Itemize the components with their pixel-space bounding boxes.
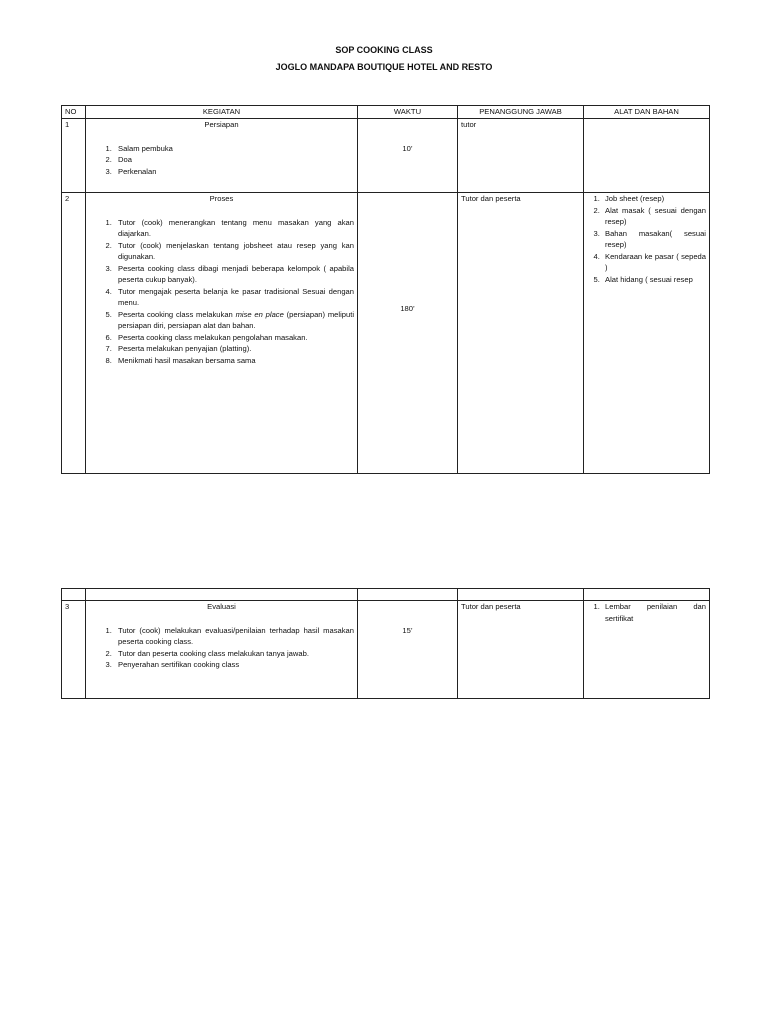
- list-item: 3. Bahan masakan( sesuai resep): [602, 228, 706, 251]
- list-item: [114, 309, 354, 332]
- steps-list: [89, 625, 354, 671]
- list-item: 8. Menikmati hasil masakan bersama sama: [114, 355, 354, 367]
- penanggung-jawab-cell: Tutor dan peserta: [458, 601, 584, 699]
- list-item: 1. Job sheet (resep): [602, 193, 706, 205]
- list-item: 1. Tutor (cook) melakukan evaluasi/penilaian terhadap hasil masakan peserta cooking class.: [114, 625, 354, 648]
- list-item: 1. Lembar penilaian dan sertifikat: [602, 601, 706, 624]
- alat-bahan-cell: [584, 119, 710, 193]
- table-row: [62, 601, 710, 699]
- list-item: 2. Alat masak ( sesuai dengan resep): [602, 205, 706, 228]
- list-item: 3. Perkenalan: [114, 166, 354, 178]
- kegiatan-cell: [86, 193, 358, 474]
- sop-table-page-1: [61, 105, 710, 474]
- list-item: 1. Tutor (cook) menerangkan tentang menu masakan yang akan diajarkan.: [114, 217, 354, 240]
- list-item: 7. Peserta melakukan penyajian (platting).: [114, 343, 354, 355]
- alat-bahan-cell: [584, 193, 710, 474]
- kegiatan-title: Evaluasi: [207, 602, 236, 611]
- penanggung-jawab-cell: Tutor dan peserta: [458, 193, 584, 474]
- steps-list: [89, 143, 354, 178]
- header-waktu: WAKTU: [358, 106, 458, 119]
- kegiatan-title: Persiapan: [204, 120, 239, 129]
- table-row: [62, 119, 710, 193]
- table-header-row: [62, 106, 710, 119]
- row-number: 1: [62, 119, 86, 193]
- empty-cell: [86, 589, 358, 601]
- empty-cell: [358, 589, 458, 601]
- row-number: 2: [62, 193, 86, 474]
- empty-header-row: [62, 589, 710, 601]
- penanggung-jawab-cell: tutor: [458, 119, 584, 193]
- document-title: SOP COOKING CLASS: [335, 45, 433, 55]
- step-text: Peserta cooking class melakukan: [118, 309, 236, 319]
- table-row: [62, 193, 710, 474]
- alat-list: [587, 193, 706, 285]
- waktu-cell: [358, 119, 458, 193]
- step-text: (persiapan) meliputi persiapan diri, persiapan alat dan bahan.: [118, 309, 355, 330]
- list-item: 5. Alat hidang ( sesuai resep: [602, 274, 706, 286]
- waktu-value: 10’: [402, 144, 413, 153]
- header-no: NO: [62, 106, 86, 119]
- steps-list: [89, 217, 354, 367]
- list-item: 4. Tutor mengajak peserta belanja ke pasar tradisional Sesuai dengan menu.: [114, 286, 354, 309]
- empty-cell: [584, 589, 710, 601]
- waktu-value: 180’: [400, 304, 415, 313]
- alat-list: [587, 601, 706, 624]
- kegiatan-title: Proses: [209, 194, 234, 203]
- header-alat-dan-bahan: ALAT DAN BAHAN: [584, 106, 710, 119]
- header-kegiatan: KEGIATAN: [86, 106, 358, 119]
- waktu-cell: [358, 601, 458, 699]
- row-number: 3: [62, 601, 86, 699]
- kegiatan-cell: [86, 601, 358, 699]
- step-italic-text: mise en place: [235, 309, 284, 319]
- header-penanggung-jawab: PENANGGUNG JAWAB: [458, 106, 584, 119]
- list-item: 3. Peserta cooking class dibagi menjadi beberapa kelompok ( apabila peserta cukup banyak).: [114, 263, 354, 286]
- list-item: 3. Penyerahan sertifikan cooking class: [114, 659, 354, 671]
- sop-table-page-2: [61, 588, 710, 699]
- document-subtitle: JOGLO MANDAPA BOUTIQUE HOTEL AND RESTO: [275, 62, 493, 72]
- list-item: 2. Doa: [114, 154, 354, 166]
- waktu-value: 15’: [402, 626, 413, 635]
- list-item: 4. Kendaraan ke pasar ( sepeda ): [602, 251, 706, 274]
- alat-bahan-cell: [584, 601, 710, 699]
- list-item: 2. Tutor dan peserta cooking class melakukan tanya jawab.: [114, 648, 354, 660]
- empty-cell: [458, 589, 584, 601]
- empty-cell: [62, 589, 86, 601]
- waktu-cell: [358, 193, 458, 474]
- list-item: 6. Peserta cooking class melakukan pengolahan masakan.: [114, 332, 354, 344]
- list-item: 2. Tutor (cook) menjelaskan tentang jobsheet atau resep yang kan digunakan.: [114, 240, 354, 263]
- kegiatan-cell: [86, 119, 358, 193]
- list-item: 1. Salam pembuka: [114, 143, 354, 155]
